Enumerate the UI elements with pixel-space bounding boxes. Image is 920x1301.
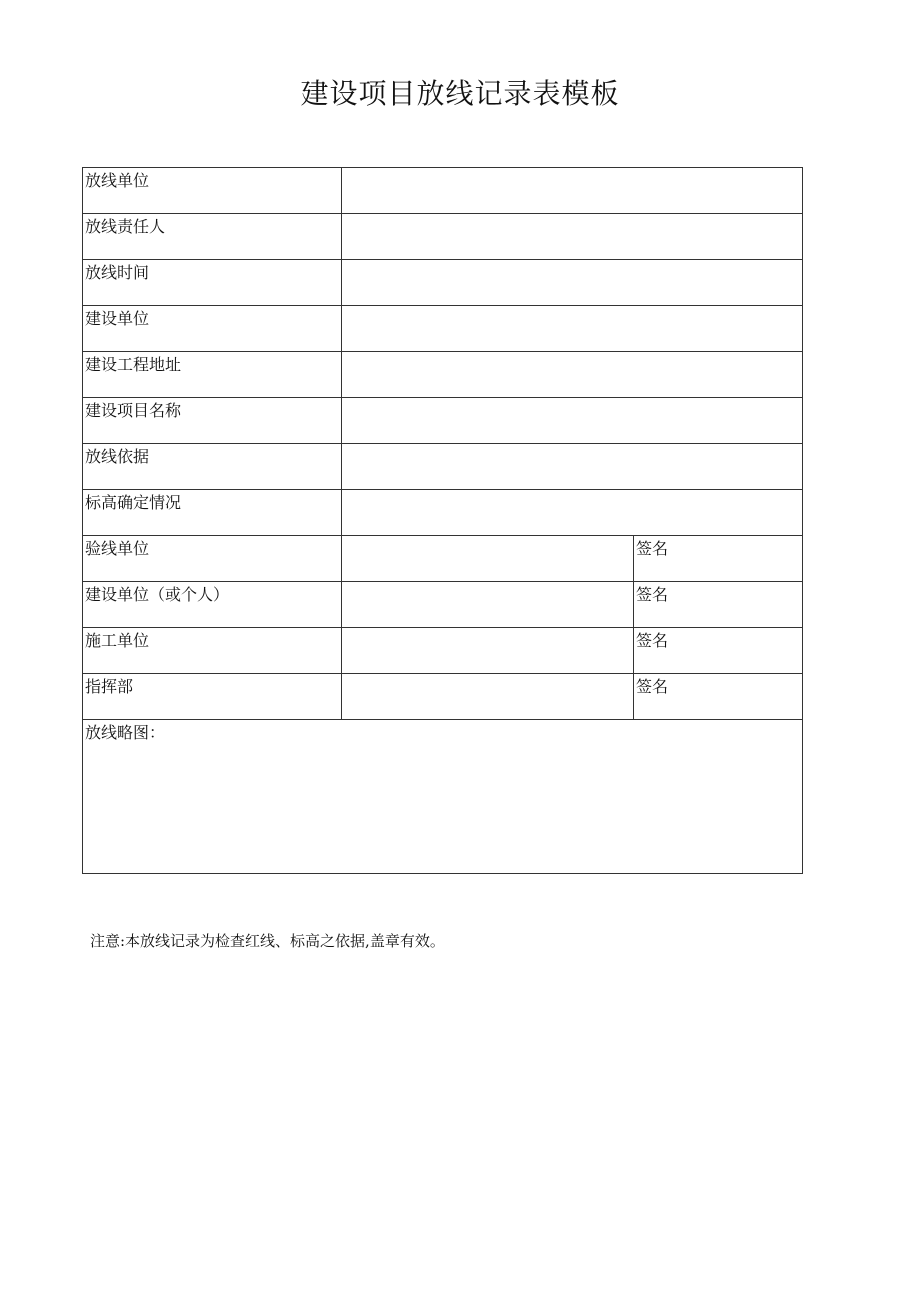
row-label: 放线单位: [83, 168, 342, 214]
form-row-project-address: [83, 352, 803, 398]
row-label: 建设项目名称: [83, 398, 342, 444]
row-value-field[interactable]: [342, 444, 803, 490]
form-row-command-center: [83, 674, 803, 720]
form-row-stakeout-responsible: [83, 214, 803, 260]
row-label: 标高确定情况: [83, 490, 342, 536]
row-label: 验线单位: [83, 536, 342, 582]
signature-field[interactable]: 签名: [634, 582, 803, 628]
signature-field[interactable]: 签名: [634, 536, 803, 582]
stakeout-record-form: [82, 167, 803, 874]
form-row-stakeout-time: [83, 260, 803, 306]
row-value-field[interactable]: [342, 214, 803, 260]
form-row-stakeout-unit: [83, 168, 803, 214]
row-value-field[interactable]: [342, 490, 803, 536]
form-row-construction-unit-or-individual: [83, 582, 803, 628]
row-value-field[interactable]: [342, 674, 634, 720]
form-row-stakeout-basis: [83, 444, 803, 490]
row-value-field[interactable]: [342, 352, 803, 398]
row-label: 建设单位: [83, 306, 342, 352]
form-row-project-name: [83, 398, 803, 444]
row-label: 放线时间: [83, 260, 342, 306]
row-value-field[interactable]: [342, 582, 634, 628]
row-label: 建设单位（或个人）: [83, 582, 342, 628]
signature-field[interactable]: 签名: [634, 674, 803, 720]
row-label: 放线依据: [83, 444, 342, 490]
form-row-verification-unit: [83, 536, 803, 582]
form-row-elevation: [83, 490, 803, 536]
row-value-field[interactable]: [342, 306, 803, 352]
sketch-area[interactable]: 放线略图：: [83, 720, 803, 874]
row-label: 放线责任人: [83, 214, 342, 260]
row-value-field[interactable]: [342, 168, 803, 214]
form-row-sketch: [83, 720, 803, 874]
row-label: 施工单位: [83, 628, 342, 674]
row-value-field[interactable]: [342, 628, 634, 674]
row-value-field[interactable]: [342, 260, 803, 306]
row-value-field[interactable]: [342, 536, 634, 582]
row-label: 指挥部: [83, 674, 342, 720]
row-value-field[interactable]: [342, 398, 803, 444]
footnote: 注意:本放线记录为检查红线、标高之依据,盖章有效。: [90, 932, 445, 950]
form-row-builder-unit: [83, 628, 803, 674]
document-title: 建设项目放线记录表模板: [300, 77, 620, 110]
row-label: 建设工程地址: [83, 352, 342, 398]
form-row-construction-unit: [83, 306, 803, 352]
signature-field[interactable]: 签名: [634, 628, 803, 674]
